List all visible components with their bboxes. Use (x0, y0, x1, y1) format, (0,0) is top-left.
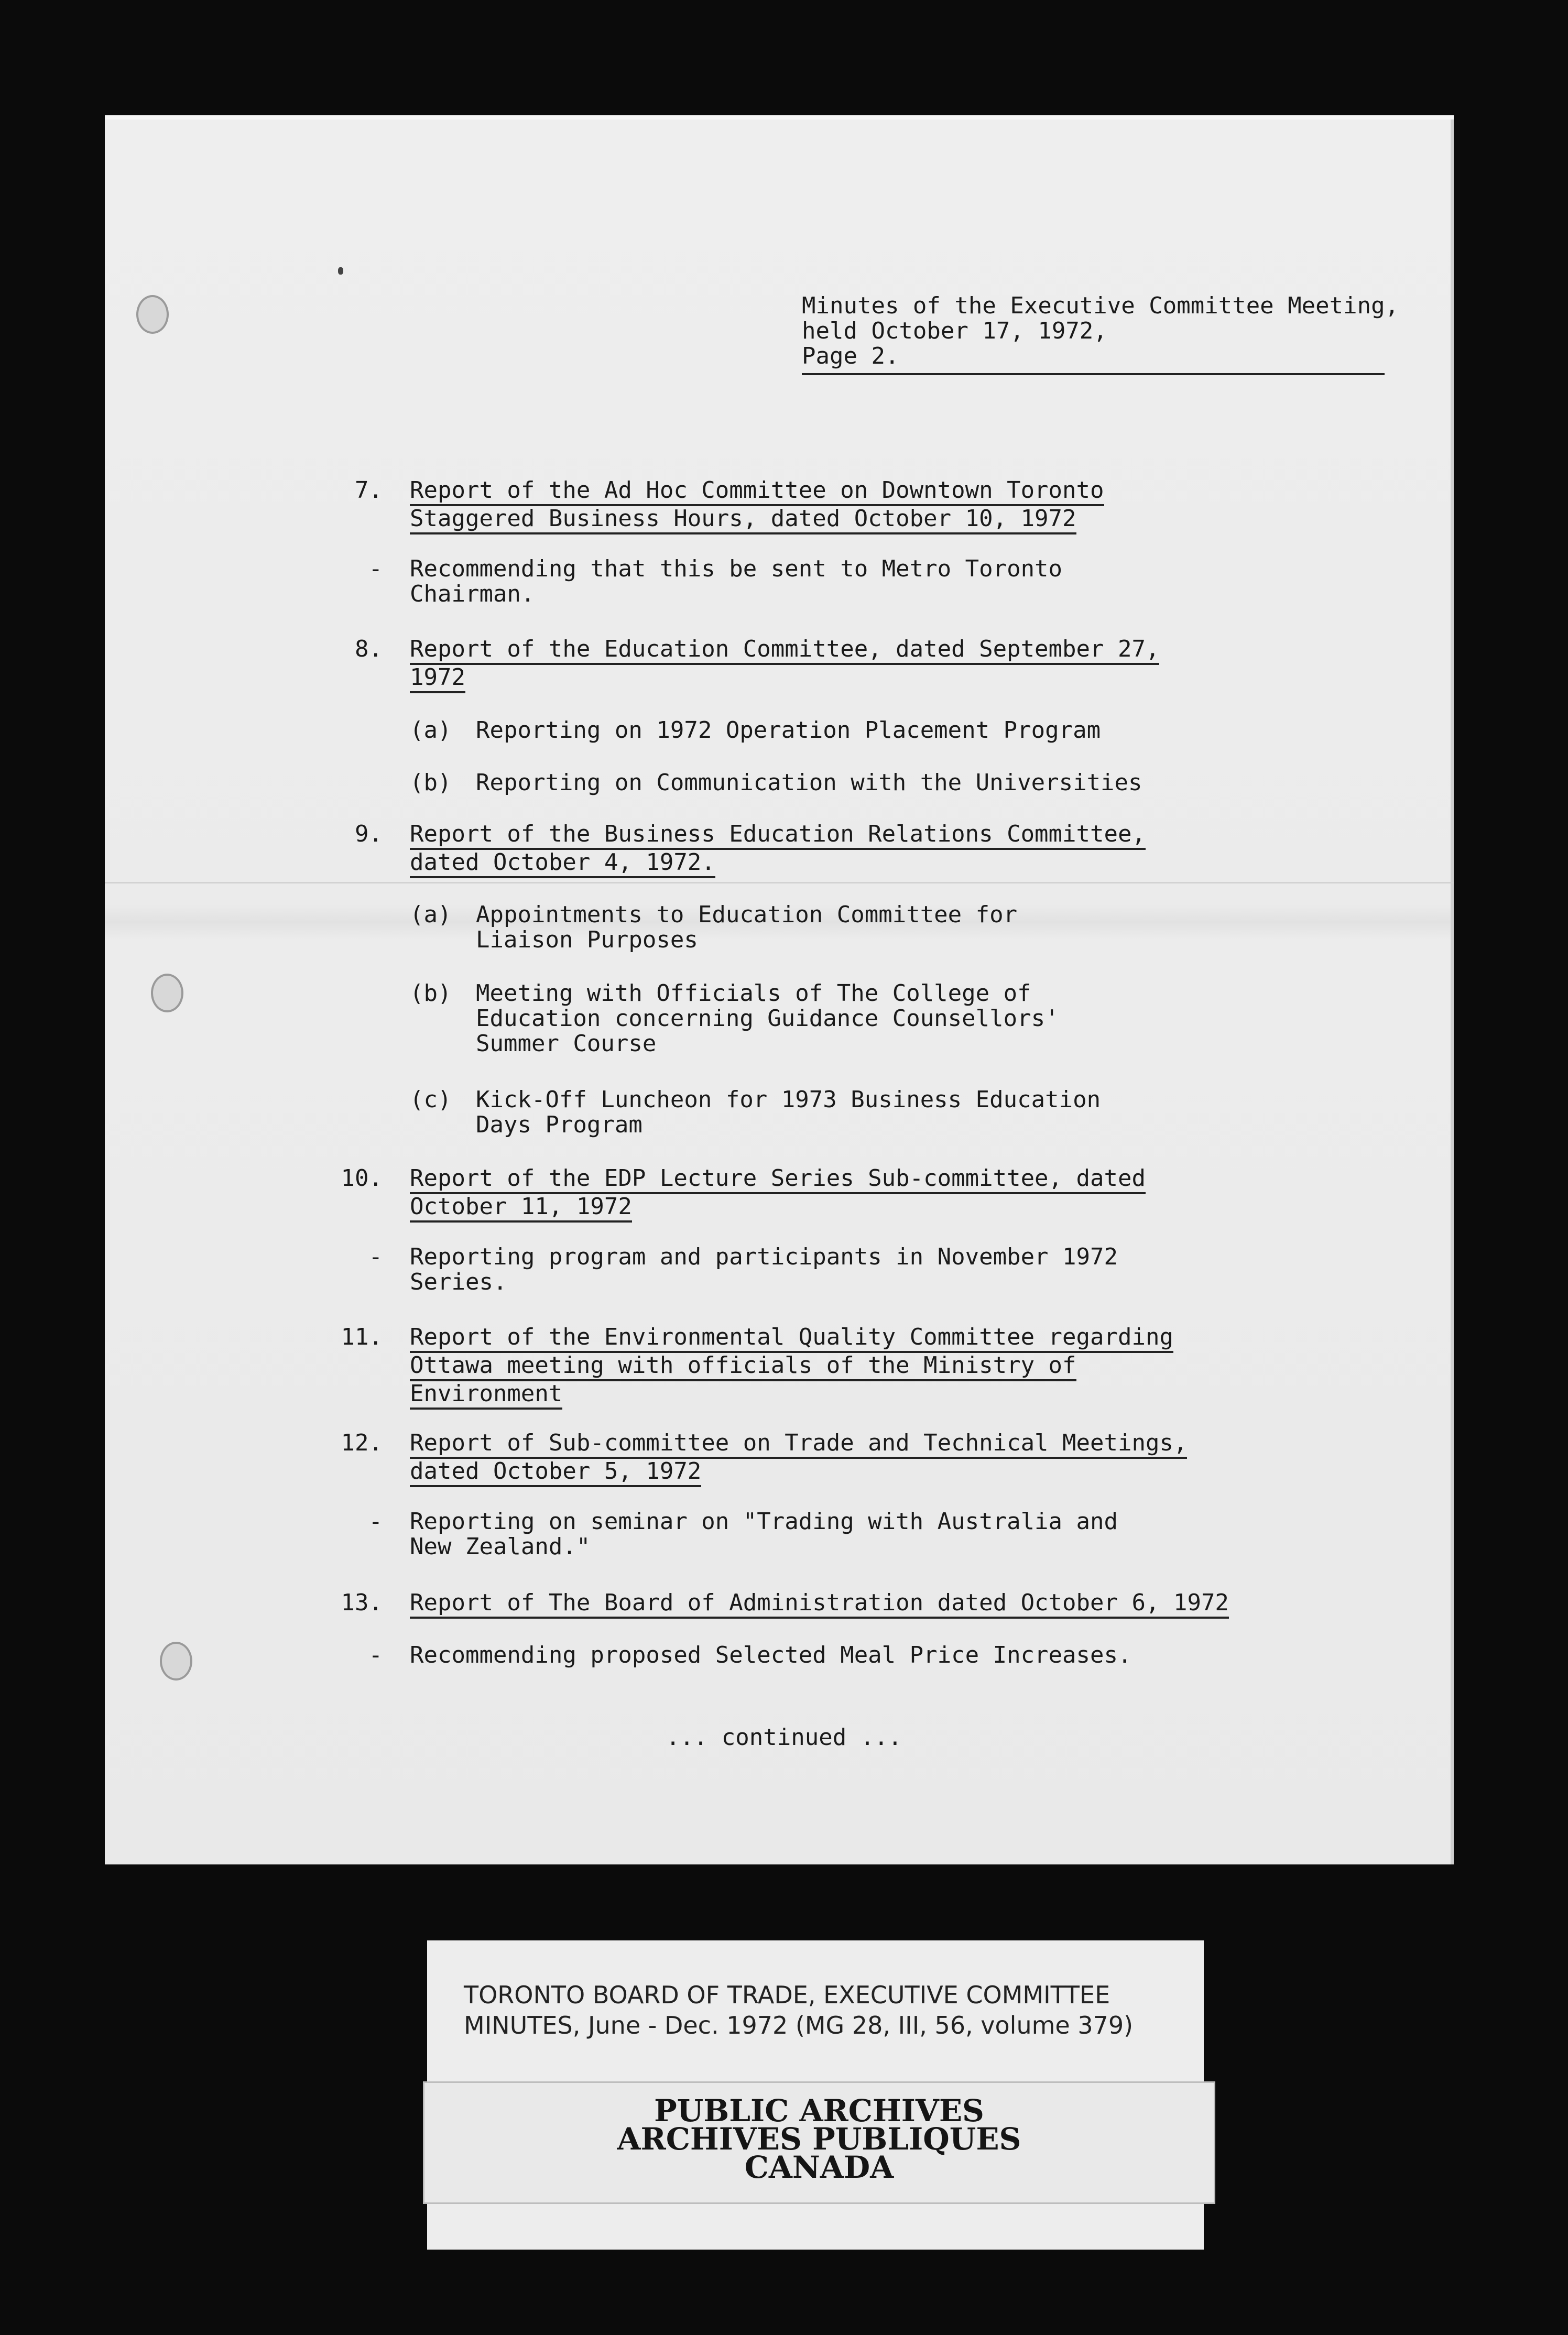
sub-text: Appointments to Education Committee for (476, 901, 1018, 928)
sub-label: (a) (410, 717, 452, 744)
item-title: Environment (410, 1381, 562, 1410)
item-title: Staggered Business Hours, dated October 10, 1972 (410, 506, 1076, 534)
item-title: dated October 5, 1972 (410, 1459, 701, 1487)
dash-marker: - (368, 1642, 383, 1668)
dash-marker: - (368, 1508, 383, 1535)
note-line: Recommending proposed Selected Meal Price Increases. (410, 1642, 1132, 1668)
item-title: Report of The Board of Administration dated October 6, 1972 (410, 1590, 1229, 1619)
dash-marker: - (368, 555, 383, 582)
item-title: 1972 (410, 665, 465, 693)
stamp-line: PUBLIC ARCHIVES (654, 2093, 984, 2129)
note-line: Recommending that this be sent to Metro Toronto (410, 555, 1063, 582)
note-line: Chairman. (410, 581, 535, 607)
sub-text: Reporting on 1972 Operation Placement Program (476, 717, 1101, 744)
note-line: New Zealand." (410, 1533, 591, 1560)
item-number: 8. (355, 636, 383, 662)
note-line: Reporting on seminar on "Trading with Australia and (410, 1508, 1118, 1535)
header-line: held October 17, 1972, (802, 318, 1107, 344)
fold-line (105, 882, 1454, 883)
stamp-line: ARCHIVES PUBLIQUES (617, 2121, 1021, 2157)
sub-text: Liaison Purposes (476, 926, 698, 953)
speck (338, 267, 343, 275)
item-number: 13. (341, 1589, 383, 1616)
punch-hole (136, 295, 169, 334)
item-title: October 11, 1972 (410, 1194, 632, 1223)
item-title: Report of the Ad Hoc Committee on Downtown Toronto (410, 478, 1104, 506)
page-header (802, 292, 1399, 369)
item-number: 12. (341, 1430, 383, 1456)
item-number: 11. (341, 1324, 383, 1350)
sub-text: Meeting with Officials of The College of (476, 980, 1031, 1007)
sub-label: (a) (410, 901, 452, 928)
sub-label: (b) (410, 980, 452, 1007)
header-line: Page 2. (802, 343, 899, 369)
sub-text: Summer Course (476, 1030, 657, 1057)
sub-label: (b) (410, 769, 452, 796)
item-title: Report of the EDP Lecture Series Sub-committee, dated (410, 1166, 1146, 1194)
item-number: 7. (355, 477, 383, 504)
punch-hole (160, 1642, 192, 1681)
dash-marker: - (368, 1243, 383, 1270)
item-title: Report of the Environmental Quality Committee regarding (410, 1325, 1173, 1353)
note-line: Reporting program and participants in November 1972 (410, 1243, 1118, 1270)
sub-text: Kick-Off Luncheon for 1973 Business Education (476, 1086, 1101, 1113)
sub-text: Reporting on Communication with the Universities (476, 769, 1142, 796)
item-title: Ottawa meeting with officials of the Ministry of (410, 1353, 1076, 1381)
item-title: Report of the Business Education Relations Committee, (410, 822, 1146, 850)
item-title: dated October 4, 1972. (410, 850, 715, 878)
archive-label-line: MINUTES, June - Dec. 1972 (MG 28, III, 56, volume 379) (464, 2011, 1134, 2039)
sub-text: Education concerning Guidance Counsellors' (476, 1005, 1059, 1032)
item-title: Report of Sub-committee on Trade and Technical Meetings, (410, 1431, 1187, 1459)
sub-label: (c) (410, 1086, 452, 1113)
continued-marker: ... continued ... (666, 1724, 902, 1751)
note-line: Series. (410, 1269, 507, 1295)
archive-label-line: TORONTO BOARD OF TRADE, EXECUTIVE COMMITTEE (464, 1981, 1110, 2009)
punch-hole (151, 974, 183, 1012)
item-title: Report of the Education Committee, dated September 27, (410, 637, 1159, 665)
sub-text: Days Program (476, 1111, 643, 1138)
header-line: Minutes of the Executive Committee Meeting, (802, 292, 1399, 319)
item-number: 9. (355, 821, 383, 847)
archives-stamp (424, 2083, 1214, 2202)
stamp-line: CANADA (744, 2149, 894, 2185)
item-number: 10. (341, 1165, 383, 1192)
header-underline (802, 373, 1385, 375)
